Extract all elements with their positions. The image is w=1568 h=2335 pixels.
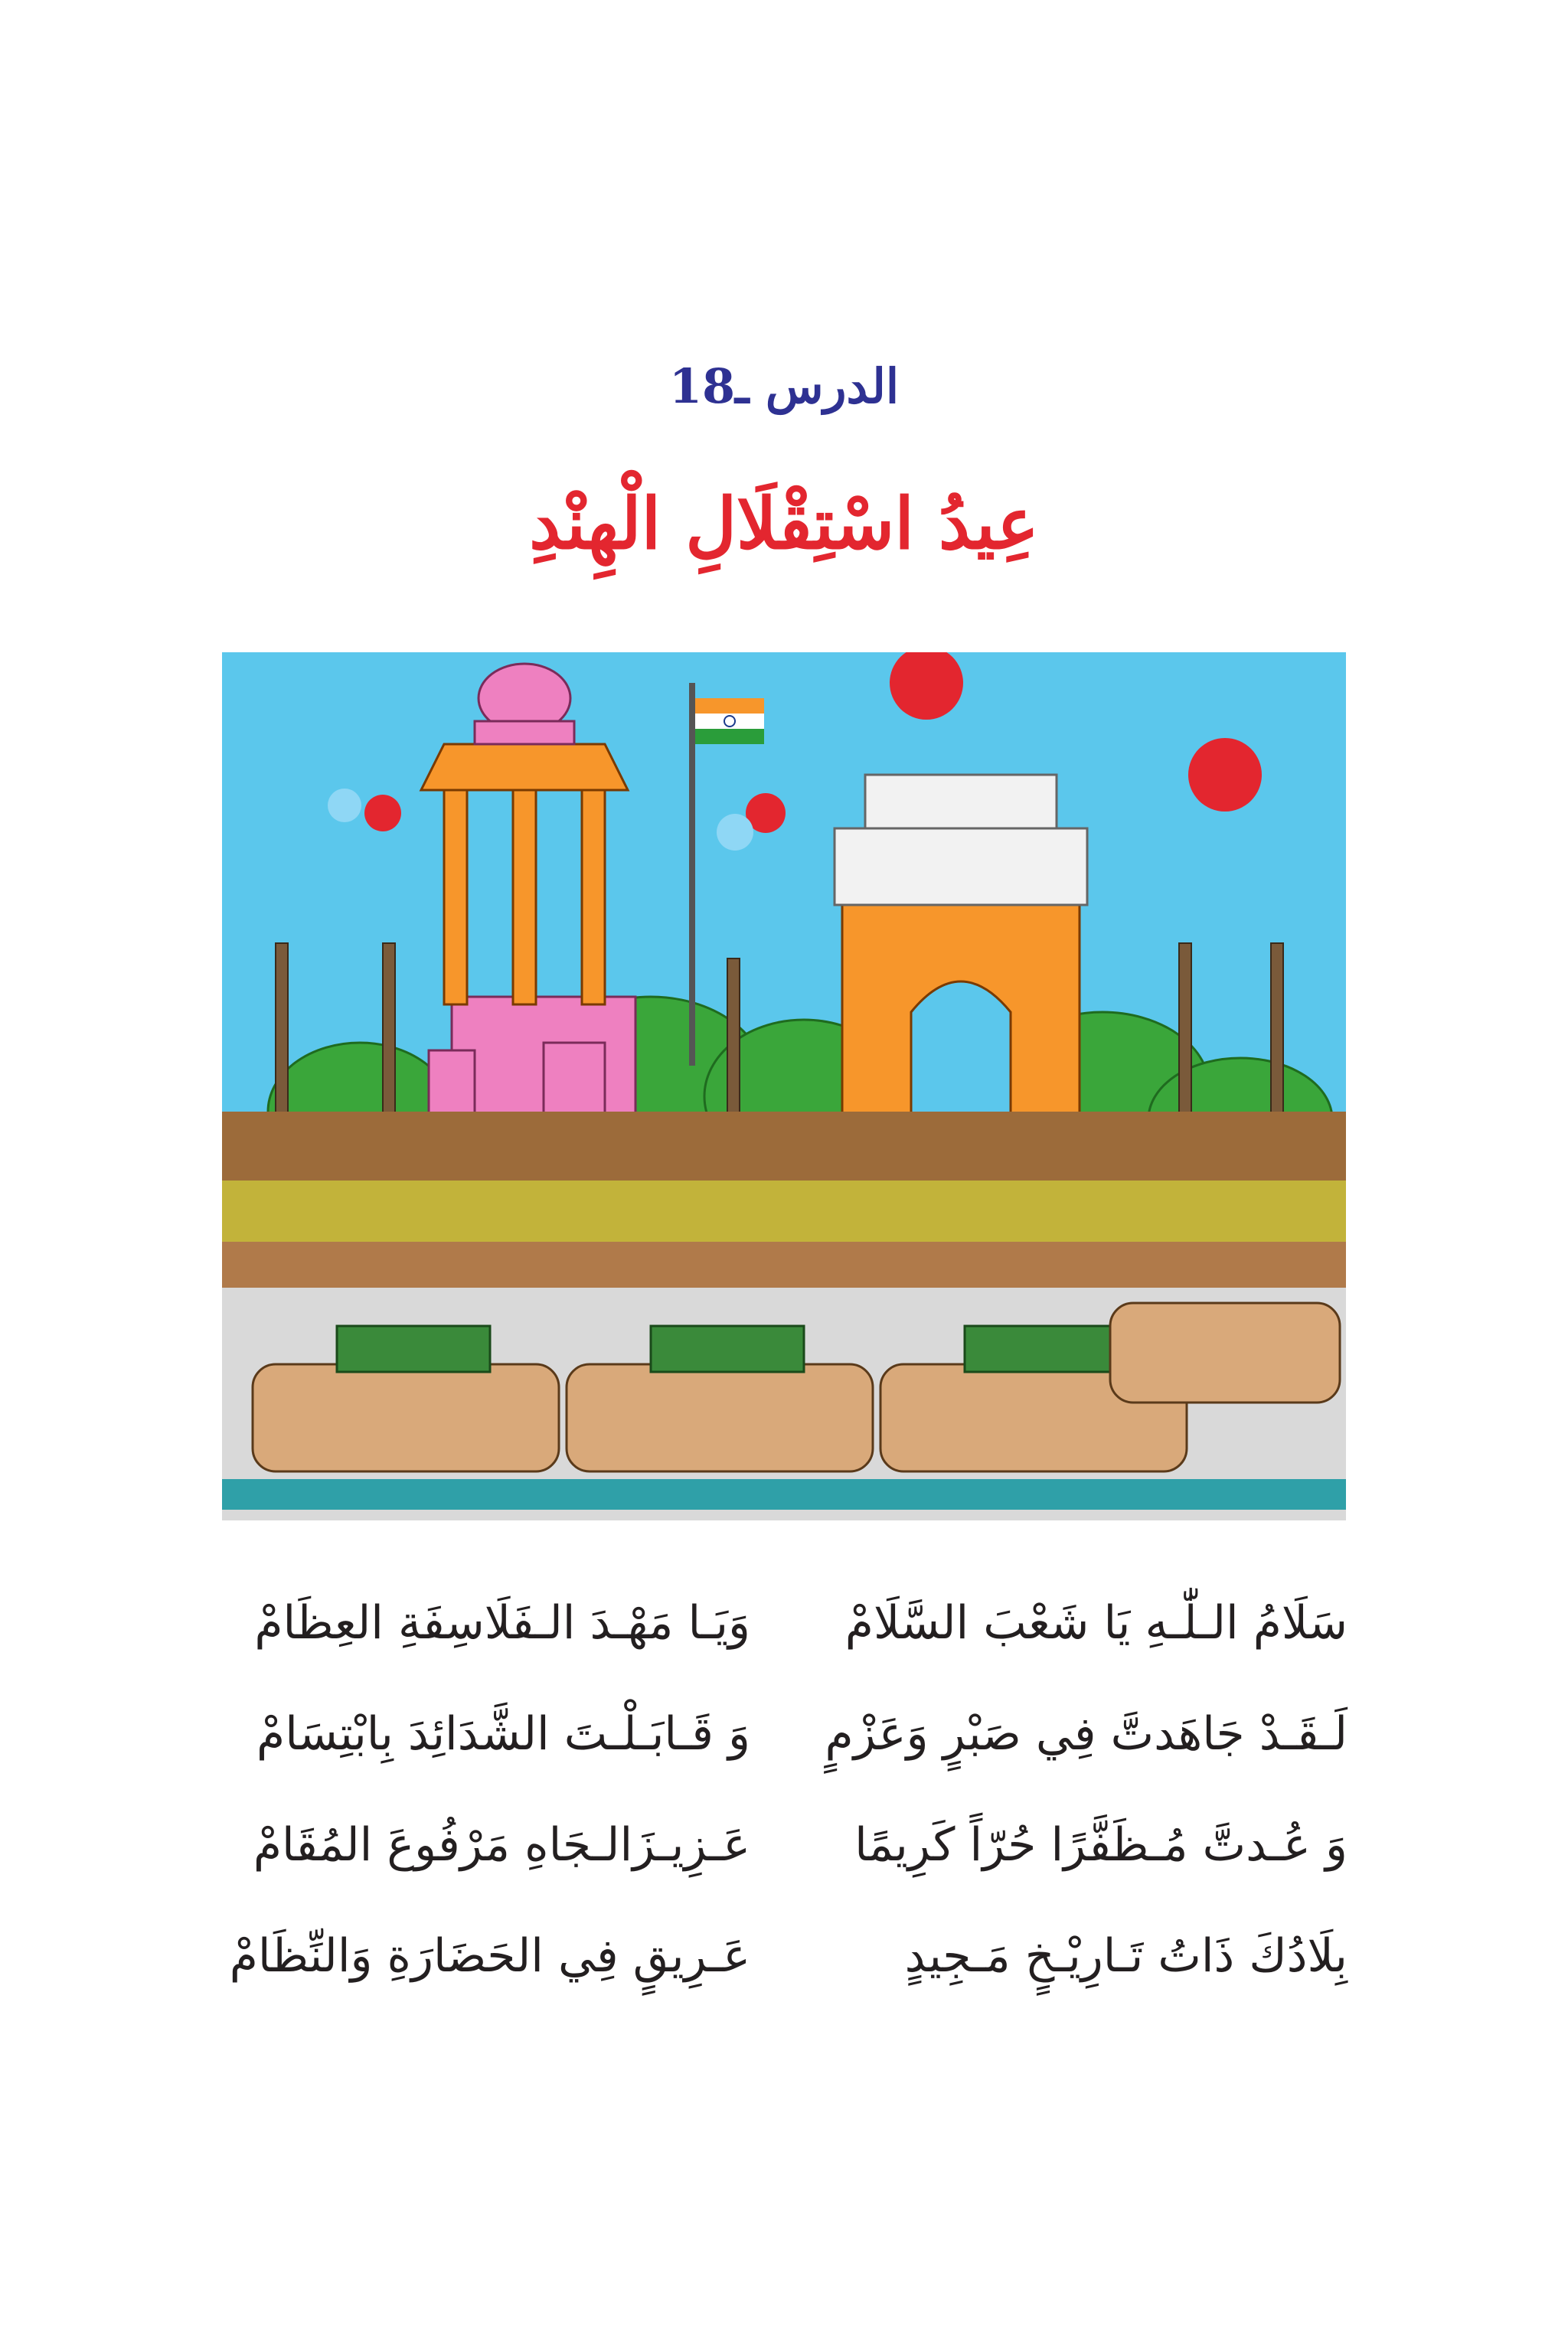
lesson-number: الدرس ـ18 — [668, 358, 900, 414]
independence-day-illustration — [222, 652, 1346, 1520]
verse-left: عَـزِيـزَالـجَاهِ مَرْفُوعَ المُقَامْ — [253, 1818, 750, 1872]
verse-left: عَـرِيقٍ فِي الحَضَارَةِ وَالنِّظَامْ — [229, 1929, 750, 1983]
lesson-title: عِيدُ اسْتِقْلَالِ الْهِنْدِ — [529, 482, 1039, 565]
verse-right: بِلَادُكَ ذَاتُ تَـارِيْـخٍ مَـجِيدٍ — [904, 1929, 1348, 1983]
poem — [222, 1596, 1348, 2040]
verse-right: لَـقَـدْ جَاهَدتَّ فِي صَبْرٍ وَعَزْمٍ — [825, 1707, 1348, 1761]
india-gate — [835, 775, 1087, 1150]
poem-row — [222, 1929, 1348, 2040]
verse-left: وَيَـا مَهْـدَ الـفَلَاسِفَةِ العِظَامْ — [254, 1596, 750, 1650]
poem-row — [222, 1596, 1348, 1707]
poem-row — [222, 1707, 1348, 1818]
poem-row — [222, 1818, 1348, 1929]
verse-right: سَلَامُ الـلّٰـهِ يَا شَعْبَ السَّلَامْ — [844, 1596, 1348, 1650]
marching-soldiers — [222, 1112, 1346, 1288]
verse-left: وَ قَـابَـلْـتَ الشَّدَائِدَ بِابْتِسَامْ — [256, 1707, 750, 1761]
verse-right: وَ عُـدتَّ مُـظَفَّرًا حُرّاً كَرِيمًا — [854, 1818, 1348, 1872]
